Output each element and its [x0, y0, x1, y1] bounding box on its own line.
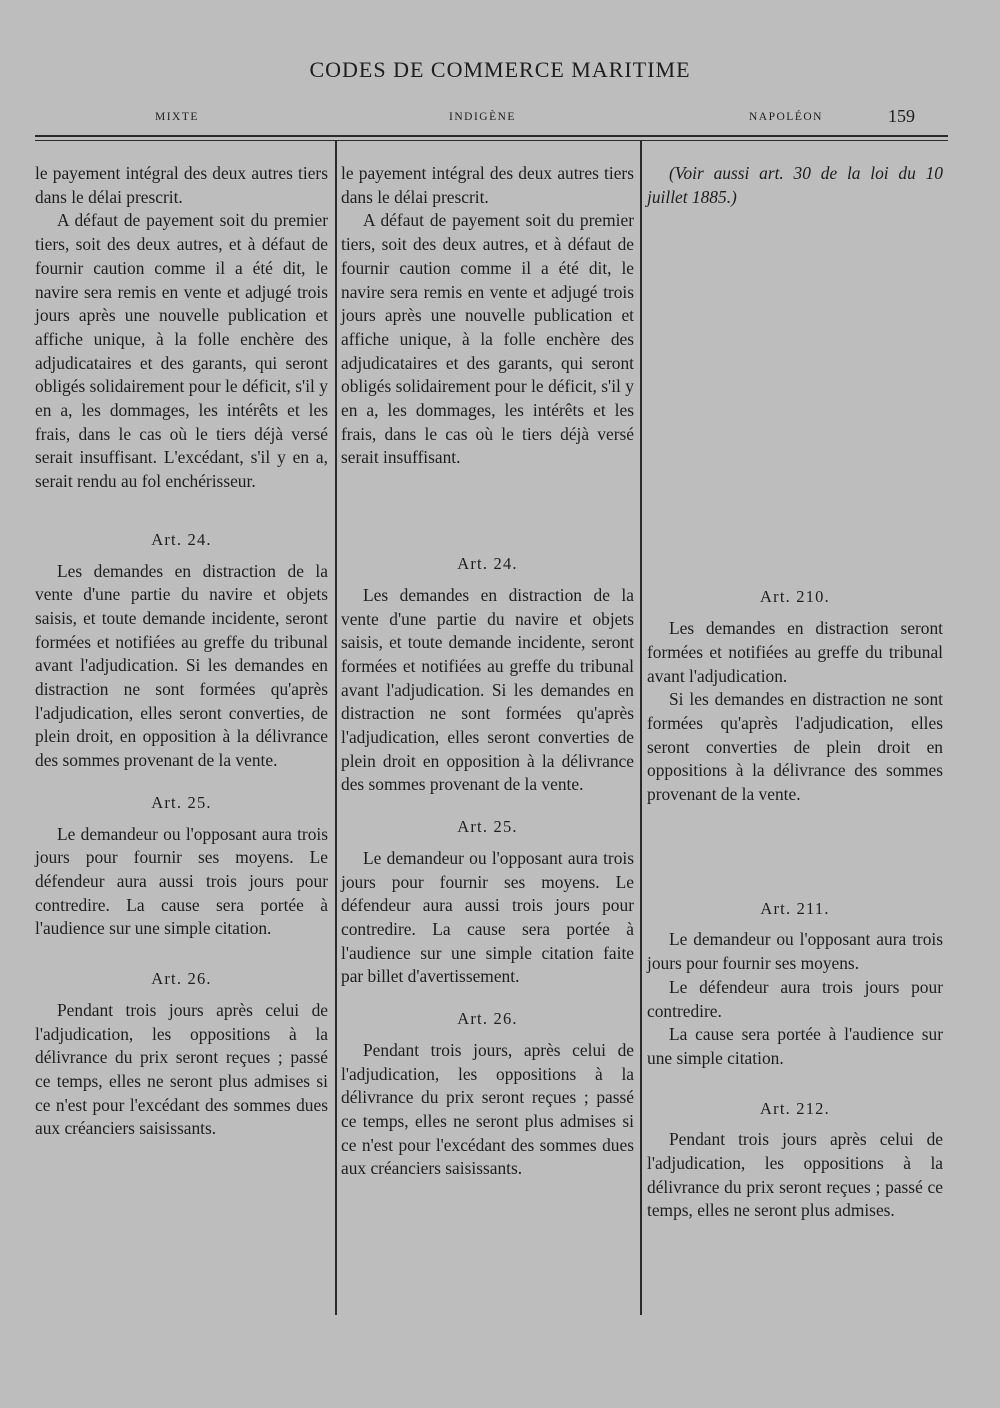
indigene-article-26-title: Art. 26.: [457, 1009, 518, 1029]
column-header-indigene: INDIGÈNE: [449, 111, 516, 123]
column-divider-left: [335, 140, 337, 1315]
column-indigene: [341, 162, 634, 1181]
indigene-continuation-1: le payement intégral des deux autres tiers dans le délai prescrit.: [341, 163, 634, 207]
mixte-article-24-text: Les demandes en distraction de la vente d'une partie du navire et objets saisis, et toute demande incidente, seront formées et notifiées au greffe du tribunal avant l'adjudication. Si les demandes en distraction ne sont formées qu'après l'adjudication, elles seront converties, de plein droit, en opposition à la délivrance des sommes provenant de la vente.: [35, 560, 328, 771]
mixte-article-25-title: Art. 25.: [151, 792, 212, 812]
mixte-article-26-text: Pendant trois jours après celui de l'adjudication, les oppositions à la délivrance du prix seront reçues ; passé ce temps, elles ne seront plus admises si ce n'est pour l'excédant des sommes dues aux créanciers saisissants.: [35, 999, 328, 1139]
page-title: CODES DE COMMERCE MARITIME: [309, 57, 691, 82]
page-number: 159: [888, 106, 915, 126]
column-header-mixte: MIXTE: [155, 111, 199, 123]
indigene-article-24-text: Les demandes en distraction de la vente d'une partie du navire et objets saisis, et toute demande incidente, seront formées et notifiées au greffe du tribunal avant l'adjudication. Si les demandes en distraction ne sont formées qu'après l'adjudication, elles seront converties de plein droit en opposition à la délivrance des sommes provenant de la vente.: [341, 584, 634, 795]
napoleon-note: (Voir aussi art. 30 de la loi du 10 juillet 1885.): [647, 163, 943, 207]
napoleon-article-210-p1: Les demandes en distraction seront formées et notifiées au greffe du tribunal avant l'adjudication.: [647, 618, 943, 686]
indigene-article-24-title: Art. 24.: [457, 554, 518, 574]
indigene-continuation-2: A défaut de payement soit du premier tiers, soit des deux autres, et à défaut de fournir caution comme il a été dit, le navire sera remis en vente et adjugé trois jours après une nouvelle publication et affiche unique, à la folle enchère des adjudicataires et des garants, qui seront obligés solidairement pour le déficit, s'il y en a, les dommages, les intérêts et les frais, dans le cas où le tiers déjà versé serait insuffisant.: [341, 210, 634, 468]
napoleon-article-210-title: Art. 210.: [760, 587, 830, 607]
header-rule-bottom: [35, 140, 948, 141]
indigene-article-25-text: Le demandeur ou l'opposant aura trois jours pour fournir ses moyens. Le défendeur aura aussi trois jours pour contredire. La cause sera portée à l'audience sur une simple citation faite par billet d'avertissement.: [341, 847, 634, 987]
indigene-article-25-title: Art. 25.: [457, 817, 518, 837]
column-header-napoleon: NAPOLÉON: [749, 111, 823, 123]
napoleon-article-211-title: Art. 211.: [760, 898, 830, 918]
indigene-article-26-text: Pendant trois jours, après celui de l'adjudication, les oppositions à la délivrance du prix seront reçues ; passé ce temps, elles ne seront plus admises si ce n'est pour l'excédant des sommes dues aux créanciers saisissants.: [341, 1039, 634, 1179]
mixte-article-24-title: Art. 24.: [151, 529, 212, 549]
napoleon-article-211-p1: Le demandeur ou l'opposant aura trois jours pour fournir ses moyens.: [647, 929, 943, 974]
napoleon-article-212-text: Pendant trois jours après celui de l'adjudication, les oppositions à la délivrance du prix seront reçues ; passé ce temps, elles ne seront plus admises.: [647, 1129, 943, 1221]
column-mixte: [35, 162, 328, 1141]
napoleon-article-212-title: Art. 212.: [760, 1098, 830, 1118]
napoleon-article-211-p3: La cause sera portée à l'audience sur une simple citation.: [647, 1024, 943, 1068]
column-napoleon: [647, 162, 943, 1223]
column-divider-right: [640, 140, 642, 1315]
mixte-continuation-2: A défaut de payement soit du premier tiers, soit des deux autres, et à défaut de fournir caution comme il a été dit, le navire sera remis en vente et adjugé trois jours après une nouvelle publication et affiche unique, à la folle enchère des adjudicataires et des garants, qui seront obligés solidairement pour le déficit, s'il y en a, les dommages, les intérêts et les frais, dans le cas où le tiers déjà versé serait insuffisant. L'excédant, s'il y en a, serait rendu au fol enchérisseur.: [35, 210, 328, 492]
mixte-article-25-text: Le demandeur ou l'opposant aura trois jours pour fournir ses moyens. Le défendeur aura aussi trois jours pour contredire. La cause sera portée à l'audience sur une simple citation.: [35, 823, 328, 939]
mixte-continuation-1: le payement intégral des deux autres tiers dans le délai prescrit.: [35, 163, 328, 207]
napoleon-article-211-p2: Le défendeur aura trois jours pour contredire.: [647, 976, 943, 1021]
napoleon-article-210-p2: Si les demandes en distraction ne sont formées qu'après l'adjudication, elles seront converties de plein droit en oppositions à la délivrance des sommes provenant de la vente.: [647, 689, 943, 805]
header-rule-top: [35, 135, 948, 137]
mixte-article-26-title: Art. 26.: [151, 969, 212, 989]
